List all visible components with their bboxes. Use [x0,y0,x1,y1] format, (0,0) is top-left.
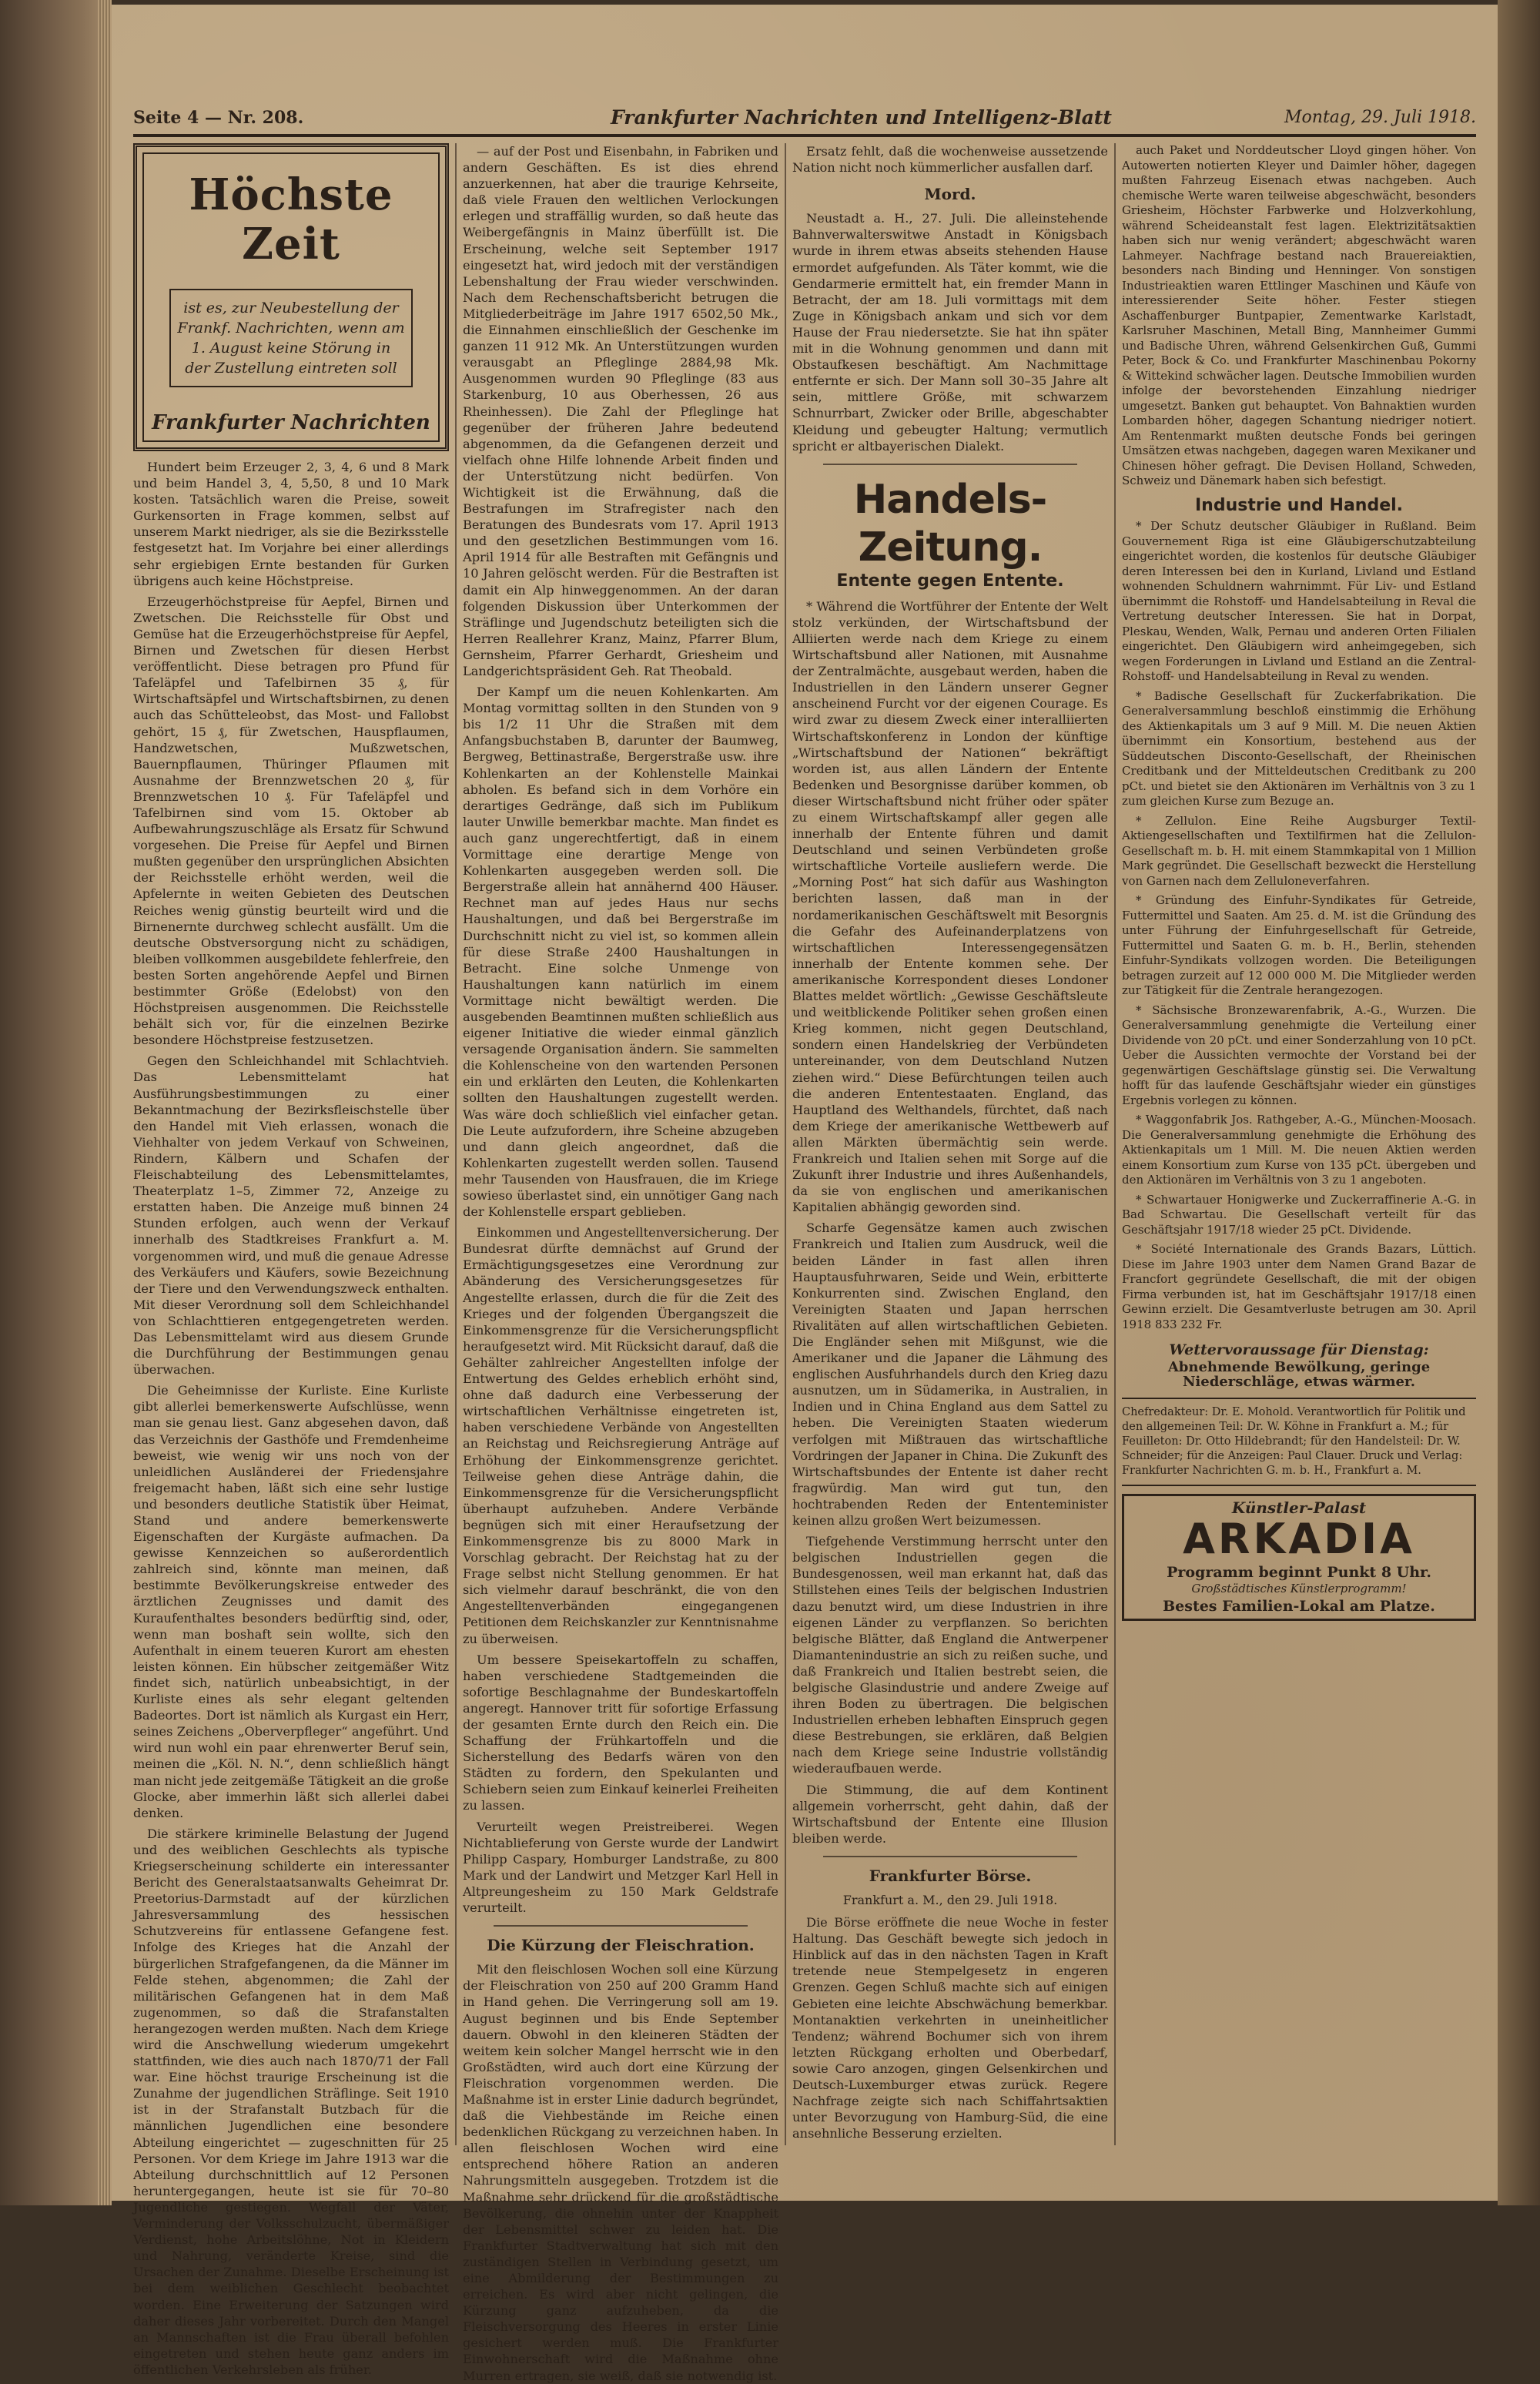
advert-name: ARKADIA [1183,1515,1415,1563]
article-paragraph: * Während die Wortführer der Entente der Welt stolz verkünden, der Wirtschaftsbund der Alliierten werde nach dem Kriege zu einem Wirtschaftsbund aller Nationen, mit Ausnahme der Zentralmächte, ausgebaut werden, haben die Industriellen in den Ländern unserer Gegner anscheinend Furcht vor der eigenen Courage. Es wird zwar zu diesem Zweck einer interalliierten Wirtschaftskonferenz in London der künftige „Wirtschaftsbund der Nationen“ bekräftigt worden ist, aus allen Ländern der Entente Bedenken und Besorgnisse darüber kommen, ob dieser Wirtschaftsbund nicht früher oder später zu einem Wirtschaftskampf aller gegen alle innerhalb der Entente führen und damit Deutschland und seinen Verbündeten große wirtschaftliche Vorteile ausliefern werde. Die „Morning Post“ hat sich dafür aus Washington berichten lassen, daß man in der nordamerikanischen Geschäftswelt mit Besorgnis die Gefahr des Aufeinanderplatzens von wirtschaftlichen Interessengegensätzen innerhalb der Entente kommen sehe. Der amerikanische Korrespondent dieses Londoner Blattes meldet wörtlich: „Gewisse Geschäftsleute und weitblickende Politiker sehen großen einen Krieg kommen, nicht gegen Deutschland, sondern einen Handelskrieg der Verbündeten untereinander, von dem Deutschland Nutzen ziehen wird.“ Diese Befürchtungen teilen auch die anderen Ententestaaten. England, das Hauptland des Welthandels, fürchtet, daß nach dem Kriege der amerikanische Wettbewerb auf allen Märkten übermächtig sein werde. Frankreich und Italien sehen mit Sorge auf die Zukunft ihrer Industrie und ihres Außenhandels, da sie von englischen und amerikanischen Kapitalien abhängig geworden sind. [792,598,1108,1215]
article-paragraph: Die Stimmung, die auf dem Kontinent allgemein vorherrscht, geht dahin, daß der Wirtschaftsbund der Entente eine Illusion bleiben werde. [792,1782,1108,1846]
issue-date: Montag, 29. Juli 1918. [1284,108,1476,127]
advert-title: Höchste Zeit [189,169,393,270]
advert-tagline: Großstädtisches Künstlerprogramm! [1191,1582,1407,1595]
article-paragraph: Mit den fleischlosen Wochen soll eine Kürzung der Fleischration von 250 auf 200 Gramm Hand in Hand gehen. Die Verringerung soll am 19. August beginnen und bis Ende September dauern. Obwohl in den kleineren Städten der weitem kein solcher Mangel herrscht wie in den Großstädten, wird auch dort eine Kürzung der Fleischration vorgenommen werden. Die Maßnahme ist in erster Linie dadurch begründet, daß die Viehbestände im Reiche einen bedenklichen Rückgang zu verzeichnen haben. In allen fleischlosen Wochen wird eine entsprechend höhere Ration an anderen Nahrungsmitteln ausgegeben. Trotzdem ist die Maßnahme sehr drückend für die großstädtische Bevölkerung, die ohnehin unter der Knappheit der Lebensmittel schwer zu leiden hat. Die Frankfurter Stadtverwaltung hat sich mit den zuständigen Stellen in Verbindung gesetzt, um eine Abmilderung der Bestimmungen zu erreichen. Es wird aber nicht gelingen, die Kürzung ganz aufzuheben, da die Fleischversorgung des Heeres in erster Linie gesichert werden muß. Die Frankfurter Einwohnerschaft wird die Maßnahme ohne Murren ertragen, sie weiß, daß sie notwendig ist. [463,1962,778,2383]
article-paragraph: * Gründung des Einfuhr-Syndikates für Getreide, Futtermittel und Saaten. Am 25. d. M. ist die Gründung des unter Führung der Einfuhrgesellschaft für Getreide, Futtermittel und Saaten G. m. b. H., Berlin, stehenden Einfuhr-Syndikats vollzogen worden. Die Beteiligungen betragen zurzeit auf 12 000 000 M. Die Mitglieder werden zur Tätigkeit für die Zentrale herangezogen. [1122,893,1476,997]
article-paragraph: Um bessere Speisekartoffeln zu schaffen, haben verschiedene Stadtgemeinden die sofortige Beschlagnahme der Bundeskartoffeln angeregt. Hannover tritt für sofortige Erfassung der gesamten Ernte durch den Reich ein. Die Schaffung der Frühkartoffeln und die Sicherstellung des Bedarfs wären von den Städten zu fordern, den Spekulanten und Schiebern seien zum Einkauf keinerlei Freiheiten zu lassen. [463,1652,778,1813]
subscription-advert [133,143,449,451]
article-paragraph: * Badische Gesellschaft für Zuckerfabrikation. Die Generalversammlung beschloß einstimmig die Erhöhung des Aktienkapitals um 3 auf 9 Mill. M. Die neuen Aktien übernimmt ein Konsortium, bestehend aus der Süddeutschen Disconto-Gesellschaft, der Rheinischen Creditbank und der Mitteldeutschen Creditbank zu 200 pCt. und bietet sie den Aktionären im Verhältnis von 3 zu 1 zum gleichen Kurse zum Bezuge an. [1122,688,1476,808]
column-rule [455,143,457,2145]
column-4 [1122,143,1476,2145]
column-3 [792,143,1108,2145]
masthead: Frankfurter Nachrichten und Intelligenz-Blatt [611,106,1112,129]
article-paragraph: — auf der Post und Eisenbahn, in Fabriken und andern Geschäften. Es ist dies ehrend anzuerkennen, hat aber die traurige Kehrseite, daß viele Frauen den weltlichen Verlockungen erlegen und straffällig wurden, so daß heute das Weibergefängnis in Mainz überfüllt ist. Die Erscheinung, welche seit September 1917 eingesetzt hat, wird jedoch mit der verständigen Lebenshaltung der Frau wieder verschwinden. Nach dem Rechenschaftsbericht betrugen die Mitgliederbeiträge im Jahre 1917 6502,50 Mk., die Einnahmen einschließlich der Geschenke im ganzen 11 912 Mk. An Unterstützungen wurden verausgabt an Pfleglinge 2884,98 Mk. Ausgenommen wurden 90 Pfleglinge (83 aus Starkenburg, 10 aus Oberhessen, 26 aus Rheinhessen). Die Zahl der Pfleglinge hat gegenüber der früheren Jahre bedeutend abgenommen, da die Gefangenen derzeit und vielfach ohne Hilfe lohnende Arbeit finden und der Unterstützung nicht bedürfen. Von Wichtigkeit ist die Erwähnung, daß die Bestrafungen im Strafregister nach den Beratungen des Bundesrats vom 17. April 1913 und den gesetzlichen Bestimmungen vom 16. April 1914 für alle Bestraften mit Gefängnis und 10 Jahren gelöscht werden. Für die Bestraften ist damit ein Alp hinweggenommen. An der daran folgenden Diskussion über Unterkommen der Sträflinge und Jugendschutz beteiligten sich die Herren Reallehrer Kranz, Mainz, Pfarrer Blum, Gernsheim, Pfarrer Gerhardt, Griesheim und Landgerichtspräsident Geh. Rat Theobald. [463,144,778,678]
column-2 [463,143,778,2383]
advert-footer: Frankfurter Nachrichten [152,411,430,434]
headline-murder: Mord. [924,185,976,204]
article-paragraph: Erzeugerhöchstpreise für Aepfel, Birnen und Zwetschen. Die Reichsstelle für Obst und Gemüse hat die Erzeugerhöchstpreise für Aepfel, Birnen und Zwetschen für diesen Herbst veröffentlicht. Diese betragen pro Pfund für Tafeläpfel und Tafelbirnen 35 ₰, für Wirtschaftsäpfel und Wirtschaftsbirnen, zu denen auch das Schütteleobst, das Most- und Fallobst gehört, 15 ₰, für Zwetschen, Hauspflaumen, Handzwetschen, Mußzwetschen, Bauernpflaumen, Thüringer Pflaumen mit Ausnahme der Brennzwetschen 20 ₰, für Brennzwetschen 10 ₰. Für Tafeläpfel und Tafelbirnen sind vom 15. Oktober ab Aufbewahrungszuschläge als Ersatz für Schwund vorgesehen. Die Preise für Aepfel und Birnen mußten gegenüber den ursprünglichen Absichten der Reichsstelle erhöht werden, weil die Apfelernte in weiten Gebieten des Deutschen Reiches wenig günstig beurteilt wird und die Birnenernte durchweg schlecht ausfällt. Um die deutsche Obstversorgung nicht zu schädigen, bleiben vollkommen ausgebildete fehlerfreie, den besten Sorten angehörende Aepfel und Birnen bestimmter Größe (Edelobst) von den Höchstpreisen ausgenommen. Die Reichsstelle behält sich vor, für die einzelnen Bezirke besondere Höchstpreise festzusetzen. [133,594,449,1048]
article-paragraph: Die stärkere kriminelle Belastung der Jugend und des weiblichen Geschlechts als typische Kriegserscheinung schilderte ein interessanter Bericht des Generalstaatsanwalts Geheimrat Dr. Preetorius-Darmstadt auf der kürzlichen Jahresversammlung des hessischen Schutzvereins für entlassene Gefangene fest. Infolge des Krieges hat die Anzahl der bürgerlichen Strafgefangenen, da die Männer im Felde stehen, abgenommen; die Zahl der militärischen Gefangenen hat in dem Maß zugenommen, so daß die Strafanstalten herangezogen werden mußten. Nach dem Kriege wird die Anschwellung wiederum umgekehrt stattfinden, wie dies auch nach 1870/71 der Fall war. Eine höchst traurige Erscheinung ist die Zunahme der jugendlichen Sträflinge. Seit 1910 ist in der Strafanstalt Butzbach für die männlichen Jugendlichen eine besondere Abteilung eingerichtet — zugeschnitten für 25 Personen. Vor dem Kriege im Jahre 1913 war die Abteilung durchschnittlich auf 12 Personen heruntergegangen, heute ist sie für 70–80 Jugendliche gestiegen. Wegfall der Väter, Verminderung der Volksschulzucht, übermäßiger Verdienst, hohe Arbeitslöhne, Not in Kleidern und Nahrung, veränderte Kreise, sind die Ursachen der Zunahme. Dieselbe Erscheinung ist bei dem weiblichen Geschlecht beobachtet worden. Eine Erweiterung der Satzungen wird daher dieses Jahr vorbereitet. Durch den Mangel an Mannschaften ist die Frau überall befohlen eingetreten und stehen heute ganz anders im öffentlichen Verkehrsleben als früher. [133,1826,449,2377]
advert-slogan: Bestes Familien-Lokal am Platze. [1163,1597,1435,1615]
column-rule [1114,143,1116,2145]
advert-venue: Künstler-Palast [1231,1498,1367,1517]
page-edge [1498,0,1540,2205]
article-paragraph: * Sächsische Bronzewarenfabrik, A.-G., Wurzen. Die Generalversammlung genehmigte die Verteilung einer Dividende von 20 pCt. und einer Sonderzahlung von 10 pCt. Ueber die Aussichten vermochte der Vorstand bei der gegenwärtigen Geschäftslage günstig sei. Die Verwaltung hofft für das laufende Geschäftsjahr wieder ein günstiges Ergebnis vorlegen zu können. [1122,1003,1476,1107]
article-paragraph: * Société Internationale des Grands Bazars, Lüttich. Diese im Jahre 1903 unter dem Namen Grand Bazar de Francfort gegründete Gesellschaft, die mit der obigen Firma verbunden ist, hat im Geschäftsjahr 1917/18 einen Gewinn erzielt. Die Gesamtverluste betrugen am 30. April 1918 833 232 Fr. [1122,1242,1476,1331]
column-rule [785,143,786,2145]
column-1 [133,143,449,2377]
page-number: Seite 4 — Nr. 208. [133,108,304,128]
article-paragraph: * Zellulon. Eine Reihe Augsburger Textil-Aktiengesellschaften und Textilfirmen hat die Zellulon-Gesellschaft m. b. H. mit einem Stammkapital von 1 Million Mark gegründet. Die Gesellschaft bezweckt die Herstellung von Garnen nach dem Zelluloneverfahren. [1122,813,1476,888]
article-paragraph: Hundert beim Erzeuger 2, 3, 4, 6 und 8 Mark und beim Handel 3, 4, 5,50, 8 und 10 Mark kosten. Tatsächlich waren die Preise, soweit Gurkensorten in Frage kommen, selbst auf unserem Markt niedriger, als sie die Bezirksstelle festgesetzt hat. Im Vorjahre bei einer allerdings sehr ergiebigen Ernte bestanden für Gurken übrigens auch keine Höchstpreise. [133,460,449,588]
book-binding [0,0,112,2205]
weather-heading: Wettervoraussage für Dienstag: [1169,1341,1429,1358]
headline-meat-ration: Die Kürzung der Fleischration. [487,1936,755,1955]
headline-industrie: Industrie und Handel. [1194,495,1404,515]
article-paragraph: Die Börse eröffnete die neue Woche in fester Haltung. Das Geschäft bewegte sich jedoch in Hinblick auf das in den nächsten Tagen in Kraft tretende neue Stempelgesetz in engeren Grenzen. Gegen Schluß machte sich auf einigen Gebieten eine leichte Abschwächung bemerkbar. Montanaktien verkehrten in uneinheitlicher Tendenz; während Bochumer sich von ihrem letzten Rückgang erholten und Oberbedarf, sowie Caro anzogen, gingen Gelsenkirchen und Deutsch-Luxemburger etwas zurück. Regere Nachfrage zeigte sich nach Schiffahrtsaktien unter Bevorzugung von Hamburg-Süd, die eine ansehnliche Besserung erzielten. [792,1915,1108,2141]
page-header [133,105,1476,134]
imprint: Chefredakteur: Dr. E. Mohold. Verantwortlich für Politik und den allgemeinen Teil: Dr. W. Köhne in Frankfurt a. M.; für Feuilleton: Dr. Otto Hildebrandt; für den Handelsteil: Dr. W. Schneider; für die Anzeigen: Paul Clauer. Druck und Verlag: Frankfurter Nachrichten G. m. b. H., Frankfurt a. M. [1122,1398,1476,1486]
newspaper-page [112,5,1498,2383]
boerse-dateline: Frankfurt a. M., den 29. Juli 1918. [842,1893,1058,1907]
article-paragraph: Neustadt a. H., 27. Juli. Die alleinstehende Bahnverwalterswitwe Anstadt in Königsbach wurde in ihrem etwas abseits stehenden Hause ermordet aufgefunden. Als Täter kommt, wie die Gendarmerie ermittelt hat, ein fremder Mann in Betracht, der am 18. Juli vormittags mit dem Zuge in Königsbach ankam und sich vor dem Hause der Frau niedersetzte. Sie hat ihn später mit in die Wohnung genommen und dann mit Obstaufkesen beschäftigt. Am Nachmittage entfernte er sich. Der Mann soll 30–35 Jahre alt sein, mittlere Größe, mit schwarzem Schnurrbart, Zwicker oder Brille, abgeschabter Kleidung und gebeugter Haltung; vermutlich spricht er altbayerischen Dialekt. [792,211,1108,454]
headline-boerse: Frankfurter Börse. [869,1866,1032,1885]
article-paragraph: Ersatz fehlt, daß die wochenweise aussetzende Nation nicht noch kümmerlicher ausfallen darf. [792,144,1108,176]
arkadia-advert [1122,1494,1476,1621]
section-divider [823,1856,1077,1857]
article-paragraph: * Schwartauer Honigwerke und Zuckerraffinerie A.-G. in Bad Schwartau. Die Gesellschaft verteilt für das Geschäftsjahr 1917/18 wieder 25 pCt. Dividende. [1122,1192,1476,1237]
article-paragraph: Einkommen und Angestelltenversicherung. Der Bundesrat dürfte demnächst auf Grund der Ermächtigungsgesetzes eine Verordnung zur Abänderung des Versicherungsgesetzes für Angestellte erlassen, durch die für die Zeit des Krieges und der folgenden Übergangszeit die Einkommensgrenze für die Versicherungspflicht heraufgesetzt wird. Mit Rücksicht darauf, daß die Gehälter zahlreicher Angestellten infolge der Entwertung des Geldes erheblich erhöht sind, ohne daß dadurch eine Verbesserung der wirtschaftlichen Verhältnisse eingetreten ist, haben verschiedene Verbände von Angestellten an Reichstag und Reichsregierung Anträge auf Erhöhung der Einkommensgrenze gerichtet. Teilweise gehen diese Anträge dahin, die Einkommensgrenze für die Versicherungspflicht überhaupt aufzuheben. Andere Verbände begnügen sich mit einer Heraufsetzung der Einkommensgrenze bis zu 8000 Mark in Vorschlag gebracht. Der Reichstag hat zu der Frage selbst nicht Stellung genommen. Er hat sich vielmehr darauf beschränkt, die von den Angestelltenverbänden eingegangenen Petitionen dem Reichskanzler zur Kenntnisnahme zu überweisen. [463,1225,778,1646]
article-paragraph: Scharfe Gegensätze kamen auch zwischen Frankreich und Italien zum Ausdruck, weil die beiden Länder in fast allen ihren Hauptausfuhrwaren, Seide und Wein, erbitterte Konkurrenten sind. Zwischen England, den Vereinigten Staaten und Japan herrschen Rivalitäten auf allen wirtschaftlichen Gebieten. Die Engländer sehen mit Mißgunst, wie die Amerikaner und die Japaner die Lähmung des englischen Ausfuhrhandels durch den Krieg dazu ausnutzen, um in Südamerika, in Australien, in Indien und in China England aus dem Sattel zu heben. Die Vereinigten Staaten wiederum verfolgen mit Mißtrauen das wirtschaftliche Vordringen der Japaner in China. Die Zukunft des Wirtschaftsbundes der Entente ist daher recht fragwürdig. Man wird gut tun, den hochtrabenden Reden der Ententeminister keinen allzu großen Wert beizumessen. [792,1220,1108,1529]
header-rule [133,134,1476,137]
advert-text: ist es, zur Neubestellung der Frankf. Nachrichten, wenn am 1. August keine Störung in der Zustellung eintreten soll [169,289,413,387]
article-paragraph: auch Paket und Norddeutscher Lloyd gingen höher. Von Autowerten notierten Kleyer und Daimler höher, dagegen mußten Fahrzeug Eisenach etwas nachgeben. Auch chemische Werte waren teilweise abgeschwächt, besonders Griesheim, Höchster Farbwerke und Holzverkohlung, während Scheideanstalt fest lagen. Elektrizitätsaktien haben sich nur wenig verändert; abgeschwächt waren Lahmeyer. Nachfrage bestand nach Brauereiaktien, besonders nach Binding und Henninger. Von sonstigen Industrieaktien waren Ettlinger Maschinen und Käufe von interessierender Seite höher. Fester stiegen Aschaffenburger Buntpapier, Zementwarke Karlstadt, Karlsruher Maschinen, Metall Bing, Mannheimer Gummi und Badische Uhren, während Gelsenkirchen Guß, Gummi Peter, Bock & Co. und Frankfurter Maschinenbau Pokorny & Wittekind schwächer lagen. Deutsche Immobilien wurden infolge der bevorstehenden Einzahlung niedriger umgesetzt. Banken gut behauptet. Von Bahnaktien wurden Lombarden höher, dagegen Schantung niedriger notiert. Am Rentenmarkt mußten deutsche Fonds bei geringen Umsätzen etwas nachgeben, dagegen waren Mexikaner und Chinesen höher gefragt. Die Devisen Holland, Schweden, Schweiz und Dänemark haben sich befestigt. [1122,143,1476,487]
subheadline-entente: Entente gegen Entente. [836,571,1064,591]
article-paragraph: Die Geheimnisse der Kurliste. Eine Kurliste gibt allerlei bemerkenswerte Aufschlüsse, wenn man sie genau liest. Ganz abgesehen davon, daß das Verzeichnis der Gasthöfe und Fremdenheime beweist, wie wenig wir uns noch von der unleidlichen Ausländerei der Friedensjahre freigemacht haben, läßt sich eine sehr lustige und besonders deutliche Statistik über Heimat, Stand und andere bemerkenswerte Eigenschaften der Kurgäste aufmachen. Da gewisse Kennzeichen so außerordentlich zahlreich sind, könnte man meinen, daß bestimmte Bevölkerungskreise entweder des ärztlichen Zeugnisses und damit des Kuraufenthaltes besonders bedürftig sind, oder, wenn man boshaft sein wollte, sich den Aufenthalt in einem teueren Kurort am ehesten leisten können. Ein hübscher zeitgemäßer Witz findet sich, natürlich unbeabsichtigt, in der Kurliste eines als sehr elegant geltenden Badeortes. Dort ist nämlich als Kurgast ein Herr, seines Zeichens „Oberverpfleger“ angeführt. Und wird nun wohl ein paar ehrenwerter Beruf sein, meinen die „Köl. N. N.“, denn schließlich hängt man nicht jede zeitgemäße Tätigkeit an die große Glocke, aber immerhin läßt sich allerlei dabei denken. [133,1383,449,1820]
article-paragraph: * Waggonfabrik Jos. Rathgeber, A.-G., München-Moosach. Die Generalversammlung genehmigte die Erhöhung des Aktienkapitals um 1 Mill. M. Die neuen Aktien werden einem Konsortium zum Kurse von 135 pCt. übergeben und den Aktionären im Verhältnis von 3 zu 1 angeboten. [1122,1113,1476,1187]
article-paragraph: Verurteilt wegen Preistreiberei. Wegen Nichtablieferung von Gerste wurde der Landwirt Philipp Caspary, Homburger Landstraße, zu 800 Mark und der Landwirt und Metzger Karl Hell in Altpreungesheim zu 150 Mark Geldstrafe verurteilt. [463,1819,778,1916]
article-paragraph: Der Kampf um die neuen Kohlenkarten. Am Montag vormittag sollten in den Stunden von 9 bis 1/2 11 Uhr die Straßen mit dem Anfangsbuchstaben B, darunter der Baumweg, Bergweg, Bettinastraße, Bergerstraße usw. ihre Kohlenkarten an der Kohlenstelle Mainkai abholen. Es befand sich in dem Vorhöre ein derartiges Gedränge, daß sich im Publikum lauter Unwille bemerkbar machte. Man findet es auch ganz ungerechtfertigt, daß in einem Vormittage eine derartige Menge von Kohlenkarten ausgegeben werden soll. Die Bergerstraße allein hat annähernd 400 Häuser. Rechnet man auf jedes Haus nur sechs Haushaltungen, und daß bei Bergerstraße im Durchschnitt nicht zu viel ist, so kommen allein für diese Straße 2400 Haushaltungen in Betracht. Eine solche Unmenge von Haushaltungen kann natürlich im einem Vormittage nicht bewältigt werden. Die ausgebenden Beamtinnen mußten schließlich aus eigener Initiative die wieder einmal gänzlich versagende Organisation ändern. Sie sammelten die Kohlenscheine von den wartenden Personen ein und erklärten den Leuten, die Kohlenkarten sollten den Haushaltungen zugestellt werden. Was wäre doch schließlich viel einfacher getan. Die Leute aufzufordern, ihre Scheine abzugeben und dann gleich angeordnet, daß die Kohlenkarten zugestellt werden sollen. Tausend mehr Tausenden von Hausfrauen, die im Kriege sowieso überlastet sind, ein unnötiger Gang nach der Kohlenstelle erspart geblieben. [463,685,778,1220]
article-paragraph: Tiefgehende Verstimmung herrscht unter den belgischen Industriellen gegen die Bundesgenossen, weil man erkannt hat, daß das Stillstehen eines Teils der belgischen Industrien dazu benutzt wird, um diese Industrien in ihre eigenen Länder zu verpflanzen. So berichten belgische Blätter, daß England die Antwerpener Diamantenindustrie an sich zu reißen suche, und daß Frankreich und Italien bestrebt seien, die belgische Glasindustrie und andere Zweige auf ihren Boden zu übertragen. Die belgischen Industriellen erheben lebhaften Einspruch gegen diese Bestrebungen, sie erklären, daß Belgien nach dem Kriege seine Industrie vollständig wiederaufbauen werde. [792,1534,1108,1776]
weather-forecast: Abnehmende Bewölkung, geringe Niederschläge, etwas wärmer. [1167,1358,1431,1390]
section-divider [494,1925,748,1927]
article-paragraph: Gegen den Schleichhandel mit Schlachtvieh. Das Lebensmittelamt hat Ausführungsbestimmungen zu einer Bekanntmachung der Bezirksfleischstelle über den Handel mit Vieh erlassen, wonach die Viehhalter von jedem Verkauf von Schweinen, Rindern, Kälbern und Schafen der Fleischabteilung des Lebensmittelamtes, Theaterplatz 1–5, Zimmer 72, Anzeige zu erstatten haben. Die Anzeige muß binnen 24 Stunden erfolgen, auch wenn der Verkauf innerhalb des Stadtkreises Frankfurt a. M. vorgenommen wird, und muß die genaue Adresse des Verkäufers und Käufers, sowie Bezeichnung der Tiere und den Verwendungszweck enthalten. Mit dieser Verordnung soll dem Schleichhandel von Schlachttieren entgegengetreten werden. Das Lebensmittelamt wird aus diesem Grunde die Durchführung der Bestimmungen genau überwachen. [133,1053,449,1378]
advert-program: Programm beginnt Punkt 8 Uhr. [1167,1564,1431,1581]
headline-handels-zeitung: Handels-Zeitung. [853,476,1047,571]
section-divider [823,464,1077,465]
article-paragraph: * Der Schutz deutscher Gläubiger in Rußland. Beim Gouvernement Riga ist eine Gläubigerschutzabteilung eingerichtet worden, die kostenlos für deutsche Gläubiger deren Interessen bei den in Kurland, Livland und Estland wohnenden Schuldnern wahrnimmt. Für Liv- und Estland übernimmt die Rohstoff- und Handelsabteilung in Reval die Vertretung deutscher Interessen. Sie hat in Dorpat, Pleskau, Wenden, Walk, Pernau und anderen Orten Filialen eingerichtet. Den Gläubigern wird anheimgegeben, sich wegen Forderungen in Livland und Estland an die Zentral-Rohstoff- und Handelsabteilung in Reval zu wenden. [1122,519,1476,683]
